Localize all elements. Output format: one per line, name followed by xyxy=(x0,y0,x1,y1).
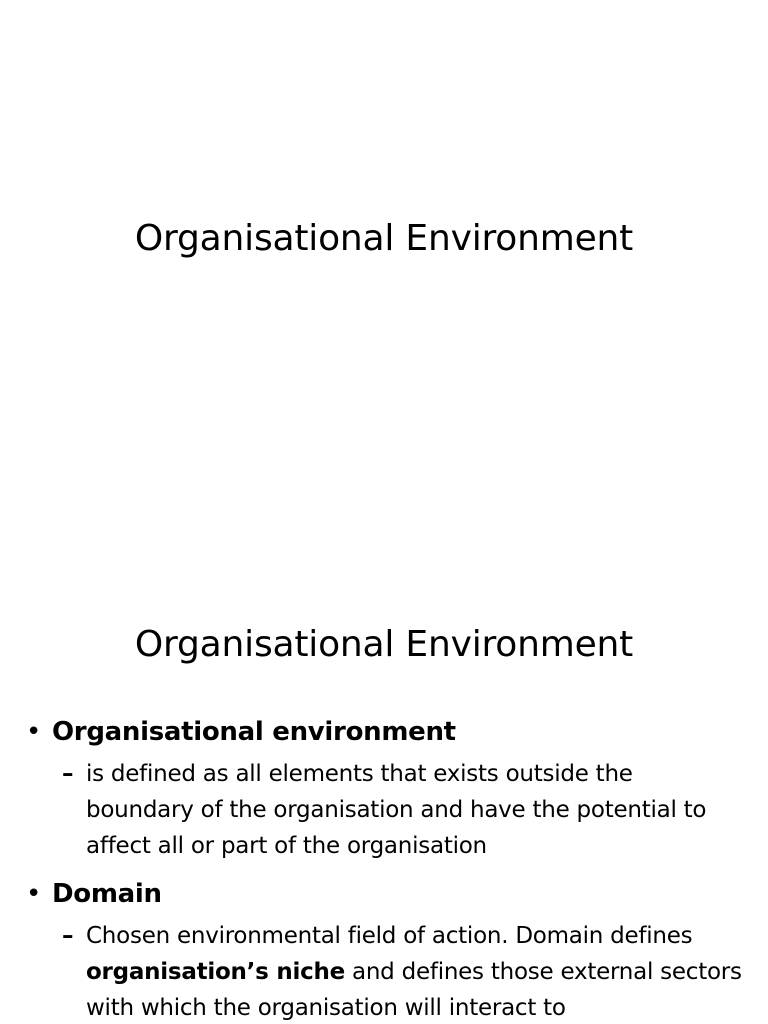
bullet-item xyxy=(24,874,744,1024)
sub-text-part: Chosen environmental field of action. Domain defines xyxy=(86,923,693,949)
sub-bullet xyxy=(52,918,744,1024)
dash-icon: – xyxy=(62,761,74,787)
sub-text-part: and defines those external sectors with which the organisation will interact to xyxy=(86,959,742,1021)
slide-title: Organisational Environment xyxy=(134,218,634,259)
sub-bullet xyxy=(52,756,744,864)
bullet-item xyxy=(24,712,744,864)
bullet-heading: Organisational environment xyxy=(52,717,456,747)
sub-bullet-text xyxy=(86,918,744,1024)
bullet-heading: Domain xyxy=(52,879,162,909)
content-slide xyxy=(0,576,768,1024)
sub-text-emphasis: organisation’s niche xyxy=(86,959,345,985)
bullet-icon: • xyxy=(26,879,42,909)
bullet-icon: • xyxy=(26,717,42,747)
slide-title: Organisational Environment xyxy=(134,624,634,665)
sub-bullet-text: is defined as all elements that exists outside the boundary of the organisation and have the potential to affect all or part of the organisation xyxy=(86,761,707,859)
dash-icon: – xyxy=(62,923,74,949)
bullet-list xyxy=(24,712,744,1024)
